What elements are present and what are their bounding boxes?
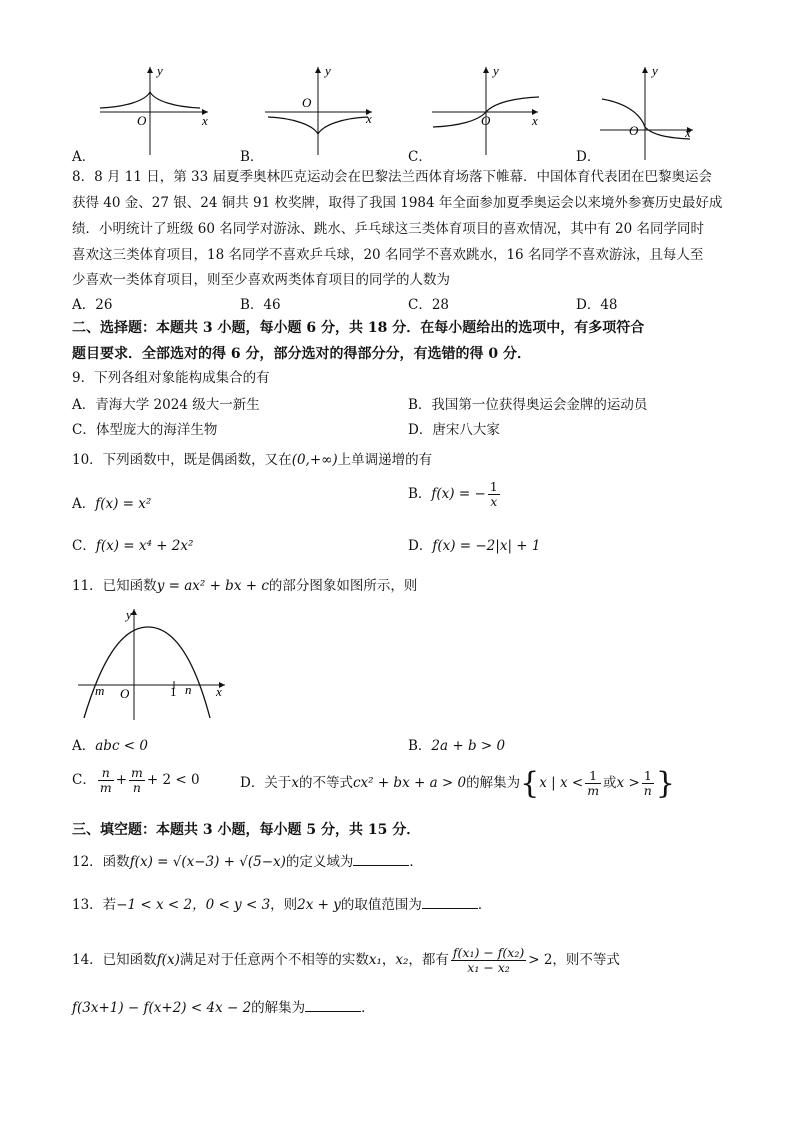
q10-option-c [72,534,193,554]
q11-d-mid: 的不等式 [298,775,353,791]
q12-post: 的定义域为 [285,854,354,870]
q12-pre: 12．函数 [72,854,130,870]
q11-stem [72,576,417,596]
q11-b-expr: 2a + b > 0 [431,738,506,754]
svg-text:y: y [493,63,499,78]
svg-text:O: O [481,113,491,128]
q8-line-5: 少喜欢一类体育项目，则至少喜欢两类体育项目的同学的人数为 [72,272,450,288]
q14-line-1 [72,946,620,975]
q11-option-a [72,734,148,754]
q8-option-b: B．46 [240,297,281,313]
q9-option-c: C．体型庞大的海洋生物 [72,422,218,438]
q14-den: x₁ − x₂ [467,960,510,975]
graph-a [100,63,208,155]
q8-option-a: A．26 [72,297,113,313]
svg-text:x: x [532,113,538,128]
svg-text:x: x [366,111,372,126]
q9-option-d: D．唐宋八大家 [408,422,500,438]
q8-line-2: 获得 40 金、27 银、24 铜共 91 枚奖牌，取得了我国 1984 年全面参加夏季奥运会以来境外参赛历史最好成 [72,195,723,211]
q11-d-frac-1 [585,769,601,798]
q10-b-label: B． [408,486,432,502]
q11-d-set-pre: x | x < [539,775,584,791]
q11-d-var: x [291,775,299,791]
svg-text:y: y [325,63,331,78]
q11-c-d1: m [99,780,112,795]
q11-a-expr: abc < 0 [95,738,148,754]
q12-end: ． [409,854,423,870]
q13-mid: ，则 [270,897,298,913]
q11-option-b [408,734,505,754]
q14-num: f(x₁) − f(x₂) [452,945,525,960]
q13-pre: 13．若 [72,897,117,913]
q10-d-label: D． [408,538,433,554]
svg-text:O: O [302,95,312,110]
q7-option-c: C． [408,149,432,165]
q10-interval: (0,+∞) [291,452,338,468]
q14-pre: 14．已知函数 [72,952,157,968]
q8-option-c: C．28 [408,297,450,313]
q10-option-d [408,534,540,554]
q10-b-fx: f(x) = [431,486,471,502]
section-2-heading-line-1: 二、选择题：本题共 3 小题，每小题 6 分，共 18 分．在每小题给出的选项中，有多项符合 [72,320,645,336]
svg-text:O: O [629,123,639,138]
q11-d-f2d: n [643,783,652,798]
q11-c-n2: m [131,765,143,780]
q10-stem-post: 上单调递增的有 [337,452,433,468]
section-2-heading-line-2: 题目要求．全部选对的得 6 分，部分选对的得部分分，有选错的得 0 分． [72,346,531,362]
q10-c-expr: x⁴ + 2x² [138,538,194,554]
q8-line-3: 绩．小明统计了班级 60 名同学对游泳、跳水、乒乓球这三类体育项目的喜欢情况，其中有 20 名同学同时 [72,221,705,237]
q14-fraction [451,946,526,975]
q13-expr: −1 < x < 2，0 < y < 3 [116,897,271,913]
q10-c-label: C． [72,538,96,554]
q9-option-b: B．我国第一位获得奥运会金牌的运动员 [408,397,648,413]
q12-answer-blank[interactable] [353,853,409,866]
svg-text:y: y [126,607,132,622]
q11-stem-pre: 11．已知函数 [72,578,157,594]
q13-answer-blank[interactable] [422,896,478,909]
q12 [72,852,423,872]
q11-d-f1d: m [587,783,600,798]
q10-b-sign: − [474,486,486,502]
q10-option-a [72,492,151,512]
q10-b-num: 1 [489,479,498,494]
q14-fx: f(x) [156,952,180,968]
q11-c-frac-1 [98,766,114,795]
q13-expr2: 2x + y [297,897,341,913]
q10-a-expr: x² [138,496,152,512]
q11-b-label: B． [408,738,432,754]
q14-answer-blank[interactable] [305,999,361,1012]
q8-line-1: 8．8 月 11 日，第 33 届夏季奥林匹克运动会在巴黎法兰西体育场落下帷幕．中国体育代表团在巴黎奥运会 [72,169,712,185]
q11-c-frac-2 [129,766,145,795]
q10-a-label: A． [72,496,96,512]
q10-d-fx: f(x) = [432,538,472,554]
q9-option-a: A．青海大学 2024 级大一新生 [72,397,260,413]
svg-text:x: x [685,125,691,140]
q14-line2-post: 的解集为 [251,1000,306,1016]
q11-d-left-brace: { [520,766,540,801]
q10-b-den: x [490,494,498,509]
svg-text:x: x [216,684,222,699]
q11-option-d [240,766,675,801]
q11-d-pre: D．关于 [240,775,292,791]
q14-mid: 满足对于任意两个不相等的实数 [179,952,369,968]
q14-x1: x₁ [368,952,382,968]
section-3-heading: 三、填空题：本题共 3 小题，每小题 5 分，共 15 分． [72,822,421,838]
svg-text:m: m [95,683,105,698]
q11-c-label: C． [72,772,96,788]
q14-line2-expr: f(3x+1) − f(x+2) < 4x − 2 [72,1000,252,1016]
graph-d [600,63,693,160]
svg-text:n: n [185,682,192,697]
q11-parabola-graph [70,605,230,725]
q14-x2: x₂ [395,952,409,968]
q7-option-b: B． [240,149,264,165]
q14-line-2 [72,998,375,1018]
svg-text:x: x [202,113,208,128]
q10-c-fx: f(x) = [95,538,135,554]
q11-stem-post: 的部分图象如图所示，则 [268,578,418,594]
q11-a-label: A． [72,738,96,754]
svg-text:O: O [137,113,147,128]
q14-end: ． [361,1000,375,1016]
svg-text:y: y [157,63,163,78]
q13-post: 的取值范围为 [340,897,422,913]
q11-d-ineq: cx² + bx + a > 0 [352,775,467,791]
q11-d-f2n: 1 [642,769,654,784]
q8-line-4: 喜欢这三类体育项目，18 名同学不喜欢乒乓球，20 名同学不喜欢跳水，16 名同学不喜欢游泳，且每人至 [72,247,704,263]
q11-c-plus: + [115,772,128,788]
q11-d-right-brace: } [655,766,675,801]
q7-option-a: A． [72,149,96,165]
q11-d-f1n: 1 [585,769,601,784]
q11-c-n1: n [98,766,114,781]
q14-gt: > 2 [528,952,553,968]
q13 [72,895,491,915]
q11-d-post: 的解集为 [466,775,521,791]
q11-d-x2: x > [616,775,640,791]
q9-stem: 9．下列各组对象能构成集合的有 [72,370,270,386]
svg-text:1: 1 [170,684,177,699]
q14-mid2: ，都有 [408,952,449,968]
q10-b-fraction [488,480,500,509]
q10-stem [72,450,432,470]
q10-a-fx: f(x) = [95,496,134,512]
q7-graphs [0,55,794,165]
svg-text:O: O [120,686,130,701]
q13-end: ． [477,897,492,913]
svg-text:y: y [652,63,658,78]
q14-sep: ， [381,952,396,968]
q12-expr: f(x) = √(x−3) + √(5−x) [129,854,286,870]
q11-option-c [72,766,200,795]
q7-option-d: D． [576,149,601,165]
graph-b [265,63,372,155]
q11-func: y = ax² + bx + c [156,578,269,594]
q10-d-expr: −2|x| + 1 [475,538,541,554]
graph-c [432,63,539,155]
q10-stem-pre: 10．下列函数中，既是偶函数，又在 [72,452,292,468]
q11-c-d2: n [132,780,141,795]
q11-c-tail: + 2 < 0 [146,772,200,788]
q8-option-d: D．48 [576,297,618,313]
q11-d-frac-2 [642,769,654,798]
q14-post: ，则不等式 [552,952,620,968]
q10-option-b [408,480,502,509]
q11-d-or: 或 [603,775,617,791]
